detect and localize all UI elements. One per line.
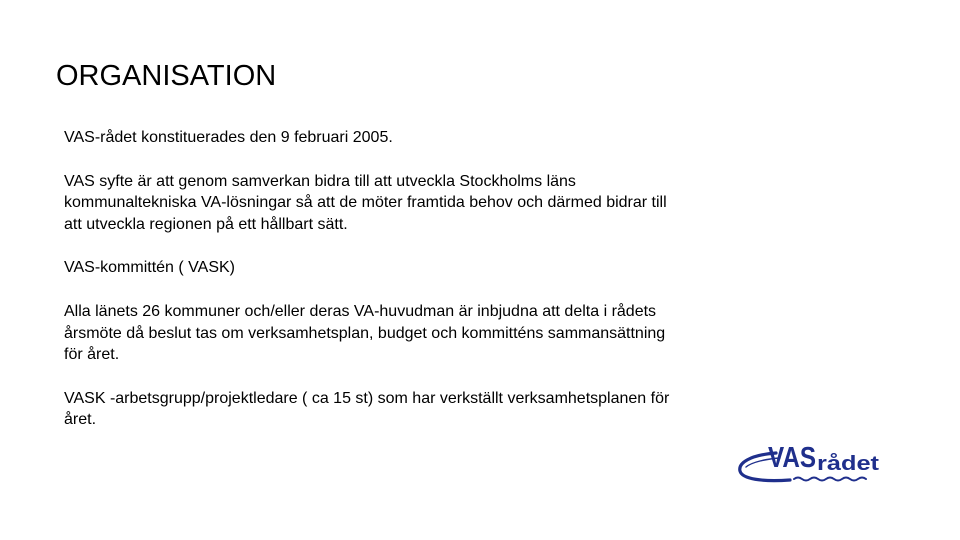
- paragraph-workgroup: [64, 388, 764, 431]
- paragraph-purpose: [64, 171, 764, 236]
- logo-radet: rådet: [817, 453, 866, 475]
- workgroup-line: året.: [64, 411, 97, 429]
- purpose-line: VAS syfte är att genom samverkan bidra till att utveckla Stockholms läns: [64, 172, 576, 190]
- paragraph-committee-heading: [64, 257, 764, 279]
- slide-title: ORGANISATION: [56, 60, 277, 92]
- members-line: årsmöte då beslut tas om verksamhetsplan, budget och kommitténs sammansättning: [64, 324, 666, 342]
- purpose-line: att utveckla regionen på ett hållbart sätt.: [64, 215, 348, 233]
- founded-lead: VAS-rådet: [64, 129, 137, 146]
- vas-radet-logo: [736, 437, 882, 487]
- slide-body: [64, 127, 764, 453]
- purpose-line: kommunaltekniska VA-lösningar så att de möter framtida behov och därmed bidrar till: [64, 194, 667, 212]
- founded-text: konstituerades den 9 februari 2005.: [136, 129, 393, 146]
- workgroup-line: VASK -arbetsgrupp/projektledare ( ca 15 st) som har verkställt verksamhetsplanen för: [64, 389, 670, 407]
- logo-vas: VAS: [768, 442, 816, 474]
- paragraph-founded: [64, 127, 764, 149]
- members-line: Alla länets 26 kommuner och/eller deras VA-huvudman är inbjudna att delta i rådets: [64, 302, 657, 320]
- paragraph-members: [64, 301, 764, 366]
- members-line: för året.: [64, 346, 120, 364]
- committee-heading: VAS-kommittén ( VASK): [64, 259, 235, 277]
